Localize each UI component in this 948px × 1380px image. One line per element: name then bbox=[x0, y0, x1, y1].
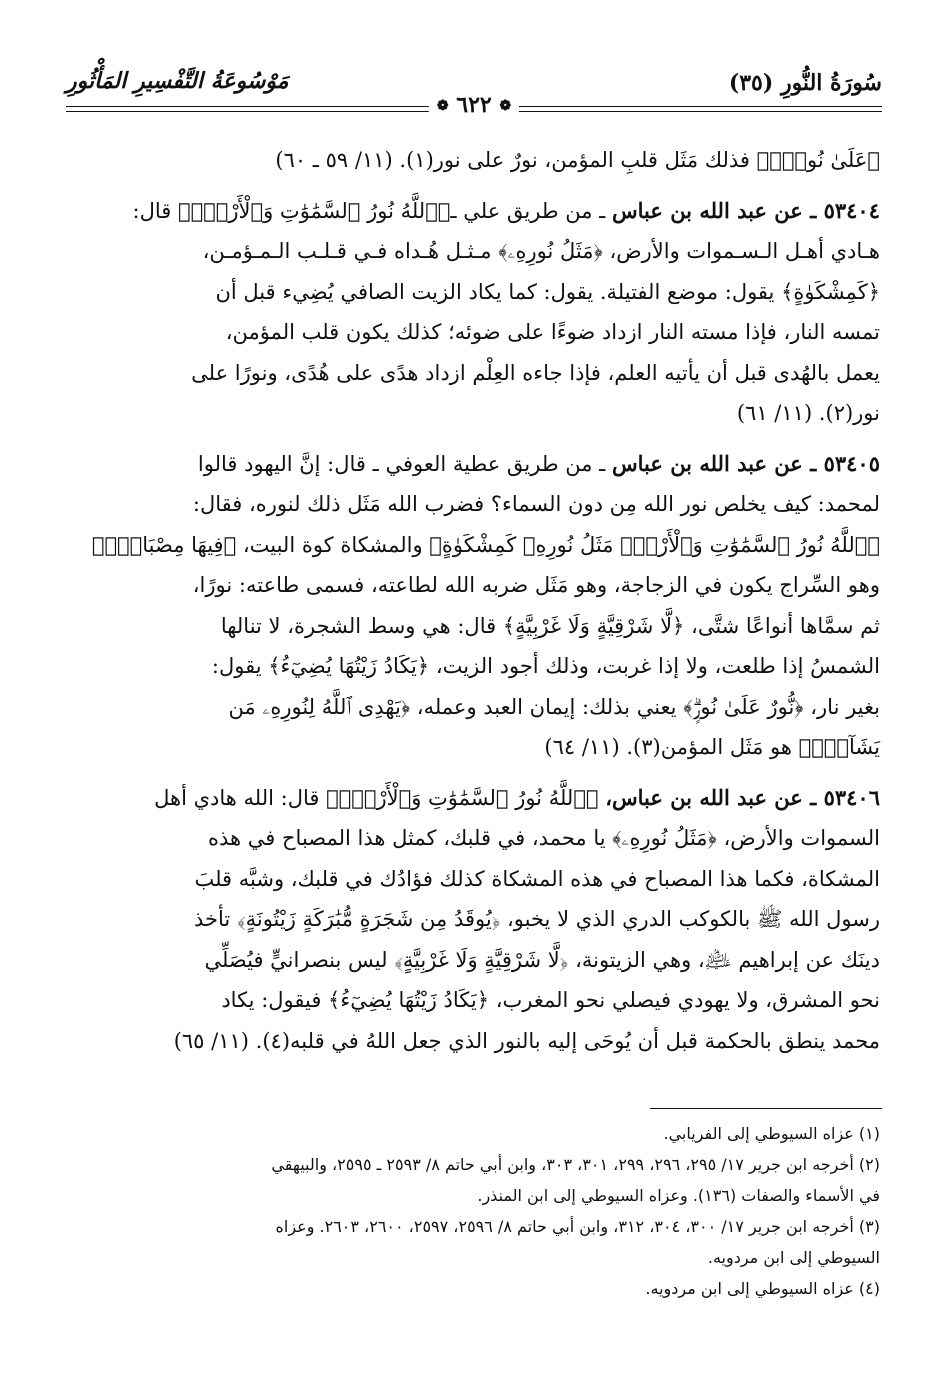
text-line: يعمل بالهُدى قبل أن يأتيه العلم، فإذا جاءه العِلْم ازداد هدًى على هُدًى، ونورًا على bbox=[191, 360, 880, 385]
page-number: ٦٢٢ bbox=[456, 92, 492, 118]
text-line: الشمسُ إذا طلعت، ولا إذا غربت، وذلك أجود الزيت، ﴿يَكَادُ زَيْتُهَا يُضِيٓءُ﴾ يقول: bbox=[211, 654, 880, 678]
text-run: ـ من طريق عطية العوفي ـ قال: إنَّ اليهود قالوا bbox=[197, 451, 612, 476]
book-title: مَوْسُوعَةُ التَّفْسِيرِ المَأْثُورِ bbox=[66, 68, 289, 94]
page-number-block bbox=[429, 92, 519, 118]
footnote-4: (٤) عزاه السيوطي إلى ابن مردويه. bbox=[645, 1279, 880, 1298]
footnote-2-continued: في الأسماء والصفات (١٣٦). وعزاه السيوطي إلى ابن المنذر. bbox=[477, 1186, 880, 1205]
text-line: رسول الله ﷺ بالكوكب الدري الذي لا يخبو، ﴿يُوقَدُ مِن شَجَرَةٍ مُّبَٰرَكَةٍ زَيْتُونَةٍ﴾ تأخذ bbox=[194, 907, 880, 931]
footnote-separator bbox=[650, 1108, 882, 1109]
footnote-1: (١) عزاه السيوطي إلى الفريابي. bbox=[663, 1124, 880, 1143]
ornament-icon: ❁ bbox=[436, 98, 449, 114]
text-line bbox=[74, 778, 880, 819]
text-line: تمسه النار، فإذا مسته النار ازداد ضوءًا على ضوئه؛ كذلك يكون قلب المؤمن، bbox=[225, 320, 880, 344]
main-text bbox=[74, 140, 880, 1061]
text-line: ﴿ٱللَّهُ نُورُ ٱلسَّمَٰوَٰتِ وَٱلْأَرْضِۚ مَثَلُ نُورِهِۦ كَمِشْكَوٰةٍ﴾ والمشكاة كوة البيت، ﴿فِيهَا مِصْبَاحٌۖ﴾ bbox=[91, 532, 880, 557]
text-line: محمد ينطق بالحكمة قبل أن يُوحَى إليه بالنور الذي جعل اللهُ في قلبه(٤). (١١/ ٦٥) bbox=[173, 1028, 880, 1053]
text-line: نور(٢). (١١/ ٦١) bbox=[736, 401, 880, 425]
text-run: ﴿ٱللَّهُ نُورُ ٱلسَّمَٰوَٰتِ وَٱلْأَرْضِۚ﴾ قال: الله هادي أهل bbox=[154, 785, 606, 810]
text-line: ﴿كَمِشْكَوٰةٍ﴾ يقول: موضع الفتيلة. يقول: كما يكاد الزيت الصافي يُضِيء قبل أن bbox=[215, 279, 880, 304]
text-line: نحو المشرق، ولا يهودي فيصلي نحو المغرب، ﴿يَكَادُ زَيْتُهَا يُضِيٓءُ﴾ فيقول: يكاد bbox=[221, 988, 880, 1012]
footnote-2: (٢) أخرجه ابن جرير ١٧/ ٢٩٥، ٢٩٦، ٢٩٩، ٣٠١، ٣٠٣، وابن أبي حاتم ٨/ ٢٥٩٣ ـ ٢٥٩٥، والبيهقي bbox=[271, 1155, 880, 1174]
footnotes bbox=[74, 1118, 880, 1304]
paragraph-53406 bbox=[74, 778, 880, 1062]
paragraph-continuation bbox=[74, 140, 880, 181]
text-line bbox=[74, 191, 880, 232]
ornament-icon: ❁ bbox=[499, 98, 512, 114]
text-line bbox=[74, 444, 880, 485]
text-run: ـ من طريق علي ـ﴿ٱللَّهُ نُورُ ٱلسَّمَٰوَٰتِ وَٱلْأَرْضِۚ﴾ قال: bbox=[132, 198, 612, 223]
text-line: السموات والأرض، ﴿مَثَلُ نُورِهِۦ﴾ يا محمد، في قلبك، كمثل هذا المصباح في هذه bbox=[208, 826, 880, 850]
report-heading: ٥٣٤٠٦ ـ عن عبد الله بن عباس، bbox=[605, 784, 880, 810]
text-line: ﴿عَلَىٰ نُورٍۗ﴾ فذلك مَثَل قلبِ المؤمن، نورٌ على نور(١). (١١/ ٥٩ ـ ٦٠) bbox=[275, 148, 880, 172]
report-heading: ٥٣٤٠٤ ـ عن عبد الله بن عباس bbox=[611, 197, 880, 223]
surah-label: سُورَةُ النُّورِ (٣٥) bbox=[728, 70, 882, 96]
text-line: لمحمد: كيف يخلص نور الله مِن دون السماء؟ فضرب الله مَثَل ذلك لنوره، فقال: bbox=[192, 492, 880, 516]
paragraph-53405 bbox=[74, 444, 880, 768]
footnote-3: (٣) أخرجه ابن جرير ١٧/ ٣٠٠، ٣٠٤، ٣١٢، وابن أبي حاتم ٨/ ٢٥٩٦، ٢٥٩٧، ٢٦٠٠، ٢٦٠٣. وعزاه bbox=[275, 1217, 880, 1236]
text-line: وهو السِّراج يكون في الزجاجة، وهو مَثَل ضربه الله لطاعته، فسمى طاعته: نورًا، bbox=[192, 573, 880, 597]
text-line: بغير نار، ﴿نُّورٌ عَلَىٰ نُورٍۗ﴾ يعني بذلك: إيمان العبد وعمله، ﴿يَهْدِى ٱللَّهُ لِنُورِهِۦ مَن bbox=[228, 694, 880, 719]
text-line: يَشَآءُۚ﴾ هو مَثَل المؤمن(٣). (١١/ ٦٤) bbox=[544, 735, 880, 759]
paragraph-53404 bbox=[74, 191, 880, 434]
footnote-3-continued: السيوطي إلى ابن مردويه. bbox=[707, 1248, 880, 1267]
running-header bbox=[66, 58, 882, 120]
text-line: دينَك عن إبراهيم ﵇، وهي الزيتونة، ﴿لَّا شَرْقِيَّةٍ وَلَا غَرْبِيَّةٍ﴾ ليس بنصرانيٍّ فيُصَلِّي bbox=[204, 947, 880, 972]
text-line: ثم سمَّاها أنواعًا شتَّى، ﴿لَّا شَرْقِيَّةٍ وَلَا غَرْبِيَّةٍ﴾ قال: هي وسط الشجرة، لا تنالها bbox=[220, 613, 880, 638]
text-line: المشكاة، فكما هذا المصباح في هذه المشكاة كذلك فؤادُك في قلبك، وشبَّه قلبَ bbox=[194, 866, 880, 891]
report-heading: ٥٣٤٠٥ ـ عن عبد الله بن عباس bbox=[611, 450, 880, 476]
text-line: هـادي أهـل الـسـموات والأرض، ﴿مَثَلُ نُورِهِۦ﴾ مـثـل هُـداه فـي قـلـب الـمـؤمـن، bbox=[202, 239, 880, 263]
